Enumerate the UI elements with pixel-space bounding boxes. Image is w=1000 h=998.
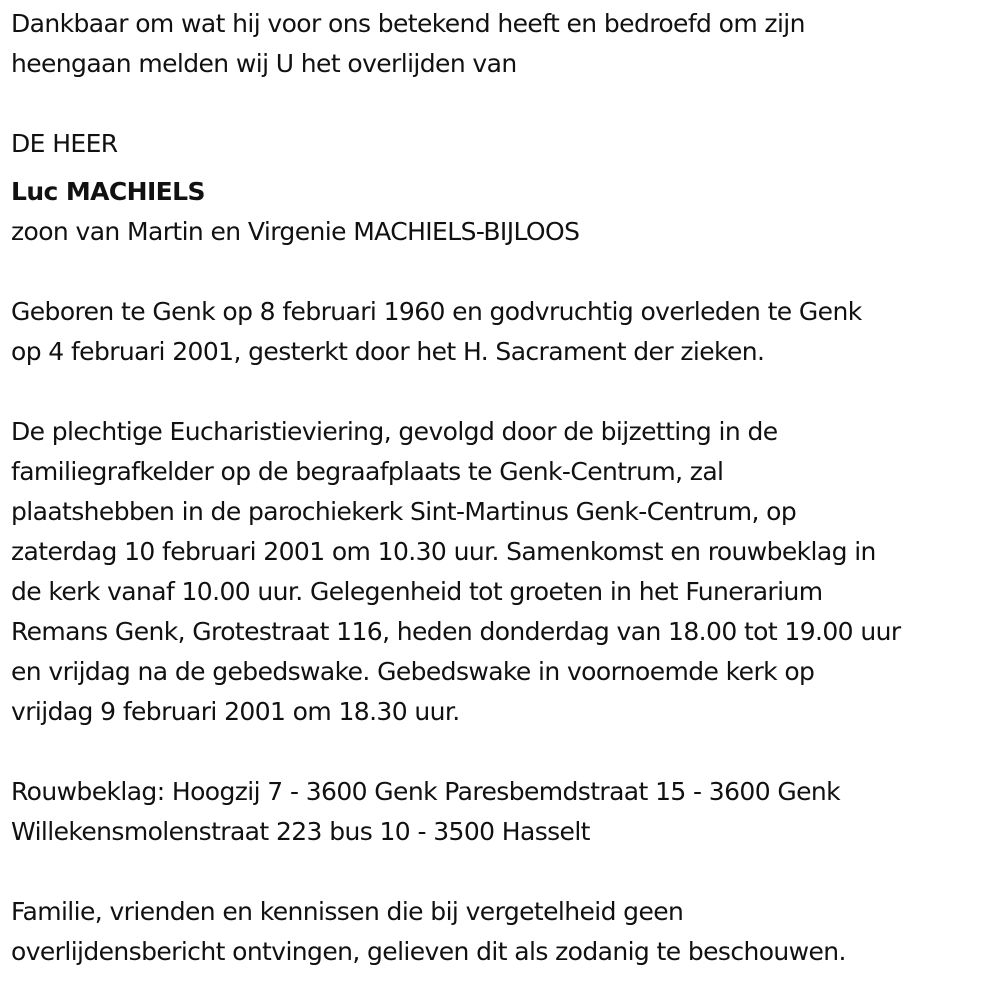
ceremony-line: de kerk vanaf 10.00 uur. Gelegenheid tot groeten in het Funerarium [11,577,823,606]
ceremony-line: familiegrafkelder op de begraafplaats te Genk-Centrum, zal [11,457,724,486]
condolences-paragraph [11,772,996,852]
ceremony-line: Remans Genk, Grotestraat 116, heden donderdag van 18.00 tot 19.00 uur [11,617,901,646]
spacer [11,372,996,412]
ceremony-line: en vrijdag na de gebedswake. Gebedswake in voornoemde kerk op [11,657,815,686]
birth-death-paragraph [11,292,996,372]
spacer [11,732,996,772]
obituary-notice [11,4,996,972]
intro-line: Dankbaar om wat hij voor ons betekend heeft en bedroefd om zijn [11,9,805,38]
ceremony-line: vrijdag 9 februari 2001 om 18.30 uur. [11,697,460,726]
closing-line: overlijdensbericht ontvingen, gelieven dit als zodanig te beschouwen. [11,937,846,966]
parents-line: zoon van Martin en Virgenie MACHIELS-BIJLOOS [11,217,580,246]
closing-paragraph [11,892,996,972]
intro-line: heengaan melden wij U het overlijden van [11,49,517,78]
spacer [11,852,996,892]
intro-paragraph [11,4,996,84]
birth-line: Geboren te Genk op 8 februari 1960 en godvruchtig overleden te Genk [11,297,862,326]
birth-line: op 4 februari 2001, gesterkt door het H. Sacrament der zieken. [11,337,765,366]
condolences-line: Rouwbeklag: Hoogzij 7 - 3600 Genk Paresbemdstraat 15 - 3600 Genk [11,777,841,806]
ceremony-line: De plechtige Eucharistieviering, gevolgd door de bijzetting in de [11,417,778,446]
honorific-title: DE HEER [11,129,118,158]
spacer [11,84,996,124]
condolences-line: Willekensmolenstraat 223 bus 10 - 3500 Hasselt [11,817,590,846]
closing-line: Familie, vrienden en kennissen die bij vergetelheid geen [11,897,684,926]
ceremony-line: plaatshebben in de parochiekerk Sint-Martinus Genk-Centrum, op [11,497,797,526]
deceased-name: Luc MACHIELS [11,177,205,206]
spacer [11,252,996,292]
ceremony-line: zaterdag 10 februari 2001 om 10.30 uur. Samenkomst en rouwbeklag in [11,537,876,566]
ceremony-paragraph [11,412,996,732]
